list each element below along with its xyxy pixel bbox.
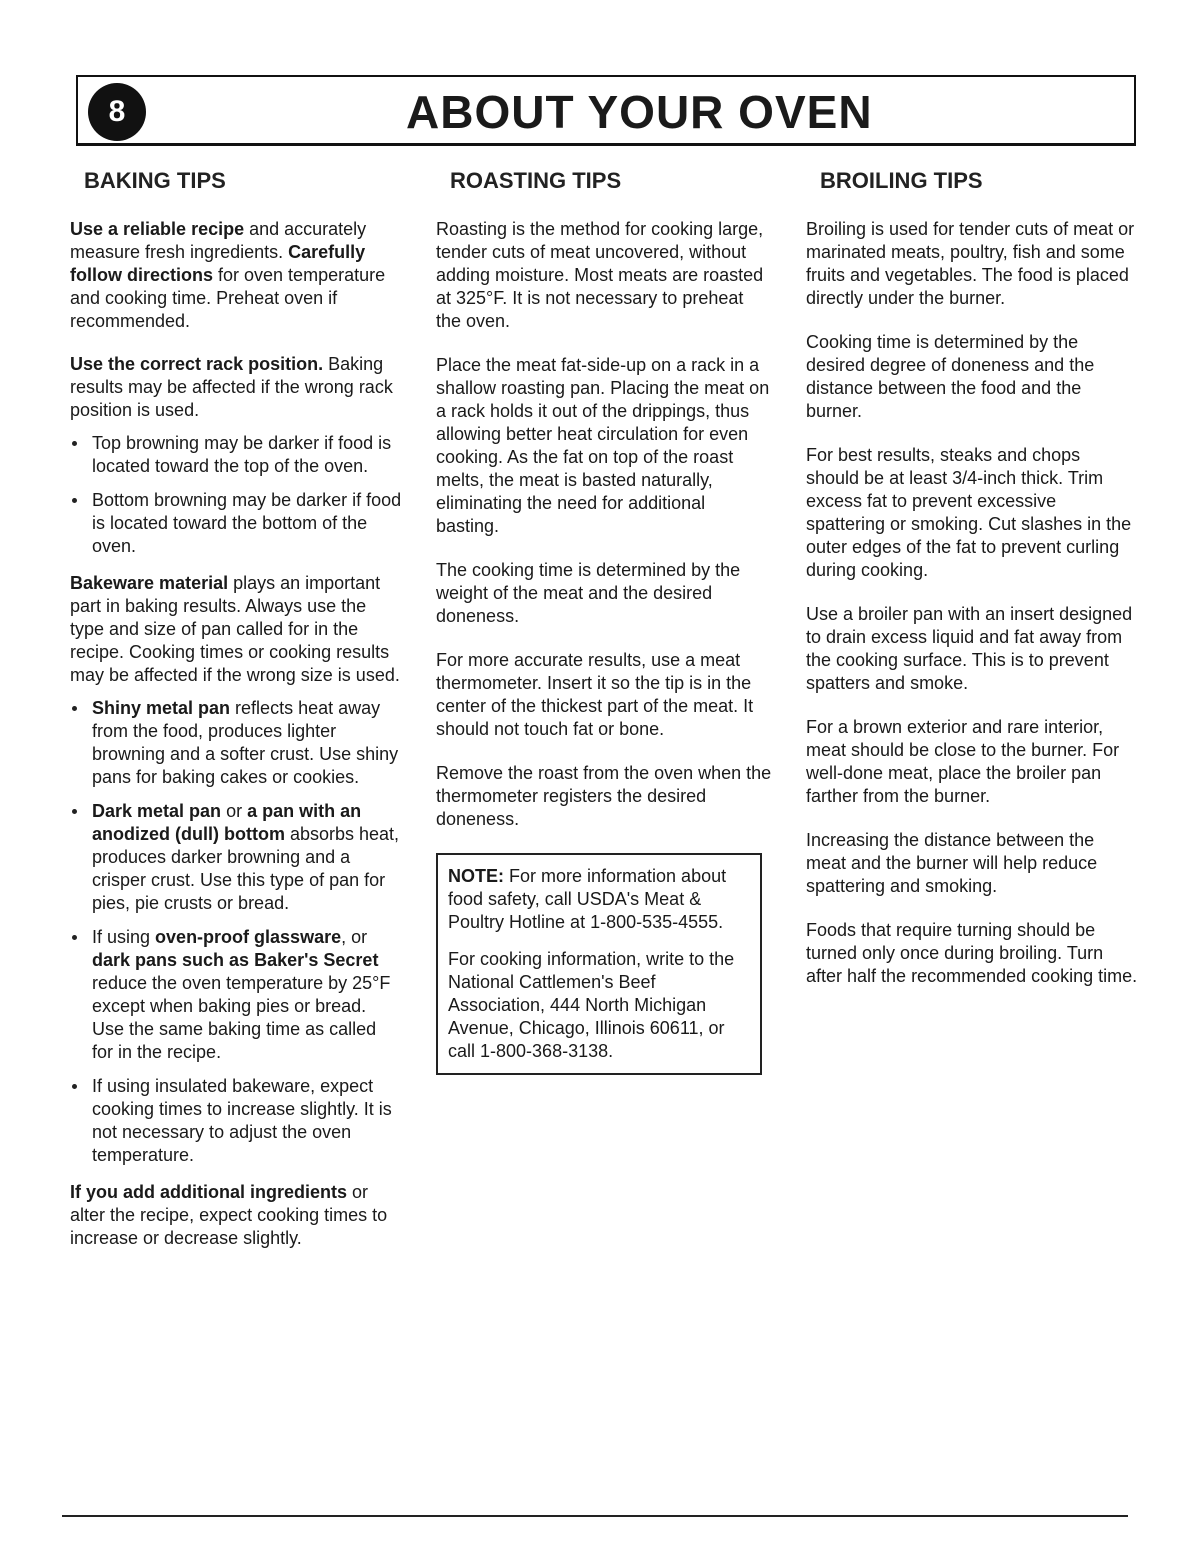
text-run: For more information about food safety, call USDA's Meat & Poultry Hotline at 1-800-535-4555. xyxy=(448,866,727,932)
section-number-badge: 8 xyxy=(88,83,146,141)
broiling-paragraph: Increasing the distance between the meat and the burner will help reduce spattering and smoking. xyxy=(806,830,1098,896)
bold-phrase: Bakeware material xyxy=(70,573,229,593)
list-item: Bottom browning may be darker if food is located toward the bottom of the oven. xyxy=(70,489,402,558)
bold-phrase: Shiny metal pan xyxy=(92,698,231,718)
roasting-paragraph: Remove the roast from the oven when the thermometer registers the desired doneness. xyxy=(436,763,772,829)
bold-phrase: If you add additional ingredients xyxy=(70,1182,348,1202)
text-run: reduce the oven temperature by 25°F except when baking pies or bread. Use the same baking time as called for in the recipe. xyxy=(92,973,391,1062)
text-run: and accurately measure fresh ingredients. xyxy=(70,219,367,262)
roasting-tips-heading: ROASTING TIPS xyxy=(450,168,622,193)
list-item: Top browning may be darker if food is located toward the top of the oven. xyxy=(70,432,402,478)
bakeware-list xyxy=(70,697,402,1167)
text-run: reflects heat away from the food, produces lighter browning and a softer crust. Use shiny pans for baking cakes or cookies. xyxy=(92,698,399,787)
broiling-paragraph: Foods that require turning should be turned only once during broiling. Turn after half the recommended cooking time. xyxy=(806,920,1138,986)
broiling-tips-heading: BROILING TIPS xyxy=(820,168,983,193)
text-run: or alter the recipe, expect cooking times to increase or decrease slightly. xyxy=(70,1182,388,1248)
note-label: NOTE: xyxy=(448,866,504,886)
list-item xyxy=(70,800,402,915)
text-run: , or xyxy=(341,927,368,947)
page-title: ABOUT YOUR OVEN xyxy=(406,86,873,138)
bold-phrase: Dark metal pan xyxy=(92,801,222,821)
text-run: for oven temperature and cooking time. Preheat oven if recommended. xyxy=(70,265,386,331)
footer-rule xyxy=(62,1515,1128,1517)
list-item xyxy=(70,926,402,1064)
bold-phrase: dark pans such as Baker's Secret xyxy=(92,950,379,970)
bold-phrase: Carefully follow directions xyxy=(70,242,366,285)
roasting-paragraph: Roasting is the method for cooking large, tender cuts of meat uncovered, without adding moisture. Most meats are roasted at 325°F. It is not necessary to preheat the oven. xyxy=(436,219,764,331)
broiling-paragraph: Cooking time is determined by the desired degree of doneness and the distance between the food and the burner. xyxy=(806,332,1095,421)
roasting-paragraph: For more accurate results, use a meat thermometer. Insert it so the tip is in the center of the thickest part of the meat. It should not touch fat or bone. xyxy=(436,650,754,739)
note-paragraph xyxy=(448,865,750,934)
bold-phrase: a pan with an anodized (dull) bottom xyxy=(92,801,362,844)
list-item: If using insulated bakeware, expect cooking times to increase slightly. It is not necessary to adjust the oven temperature. xyxy=(70,1075,402,1167)
broiling-paragraph: Broiling is used for tender cuts of meat or marinated meats, poultry, fish and some fruits and vegetables. The food is placed directly under the burner. xyxy=(806,219,1135,308)
text-run: absorbs heat, produces darker browning and a crisper crust. Use this type of pan for pies, pie crusts or bread. xyxy=(92,824,400,913)
rack-position-list xyxy=(70,432,402,558)
text-run: Baking results may be affected if the wrong rack position is used. xyxy=(70,354,393,420)
baking-paragraph-recipe xyxy=(70,218,402,333)
baking-tips-heading: BAKING TIPS xyxy=(84,168,226,193)
note-paragraph: For cooking information, write to the National Cattlemen's Beef Association, 444 North Michigan Avenue, Chicago, Illinois 60611, or call 1-800-368-3138. xyxy=(448,949,735,1061)
bold-phrase: oven-proof glassware xyxy=(155,927,342,947)
list-item xyxy=(70,697,402,789)
broiling-paragraph: For best results, steaks and chops should be at least 3/4-inch thick. Trim excess fat to prevent excessive spattering or smoking. Cut slashes in the outer edges of the fat to prevent curling during cooking. xyxy=(806,445,1132,580)
broiling-paragraph: Use a broiler pan with an insert designed to drain excess liquid and fat away from the cooking surface. This is to prevent spatters and smoke. xyxy=(806,604,1133,693)
baking-paragraph-rack xyxy=(70,353,402,422)
roasting-paragraph: Place the meat fat-side-up on a rack in a shallow roasting pan. Placing the meat on a rack holds it out of the drippings, thus allowing better heat circulation for even cooking. As the fat on top of the roast melts, the meat is basted naturally, eliminating the need for additional basting. xyxy=(436,355,770,536)
roasting-tips-column xyxy=(436,168,772,1075)
text-run: or xyxy=(221,801,248,821)
bold-phrase: Use the correct rack position. xyxy=(70,354,324,374)
text-run: If using xyxy=(92,927,156,947)
baking-paragraph-bakeware xyxy=(70,572,402,687)
bold-phrase: Use a reliable recipe xyxy=(70,219,245,239)
roasting-paragraph: The cooking time is determined by the weight of the meat and the desired doneness. xyxy=(436,560,741,626)
broiling-tips-column xyxy=(806,168,1138,1009)
broiling-paragraph: For a brown exterior and rare interior, meat should be close to the burner. For well-done meat, place the broiler pan farther from the burner. xyxy=(806,717,1120,806)
page-header xyxy=(76,75,1136,146)
text-run: plays an important part in baking results. Always use the type and size of pan called for in the recipe. Cooking times or cooking results may be affected if the wrong size is used. xyxy=(70,573,400,685)
baking-tips-column xyxy=(70,168,402,1270)
note-box xyxy=(436,853,762,1075)
baking-paragraph-additional xyxy=(70,1181,402,1250)
